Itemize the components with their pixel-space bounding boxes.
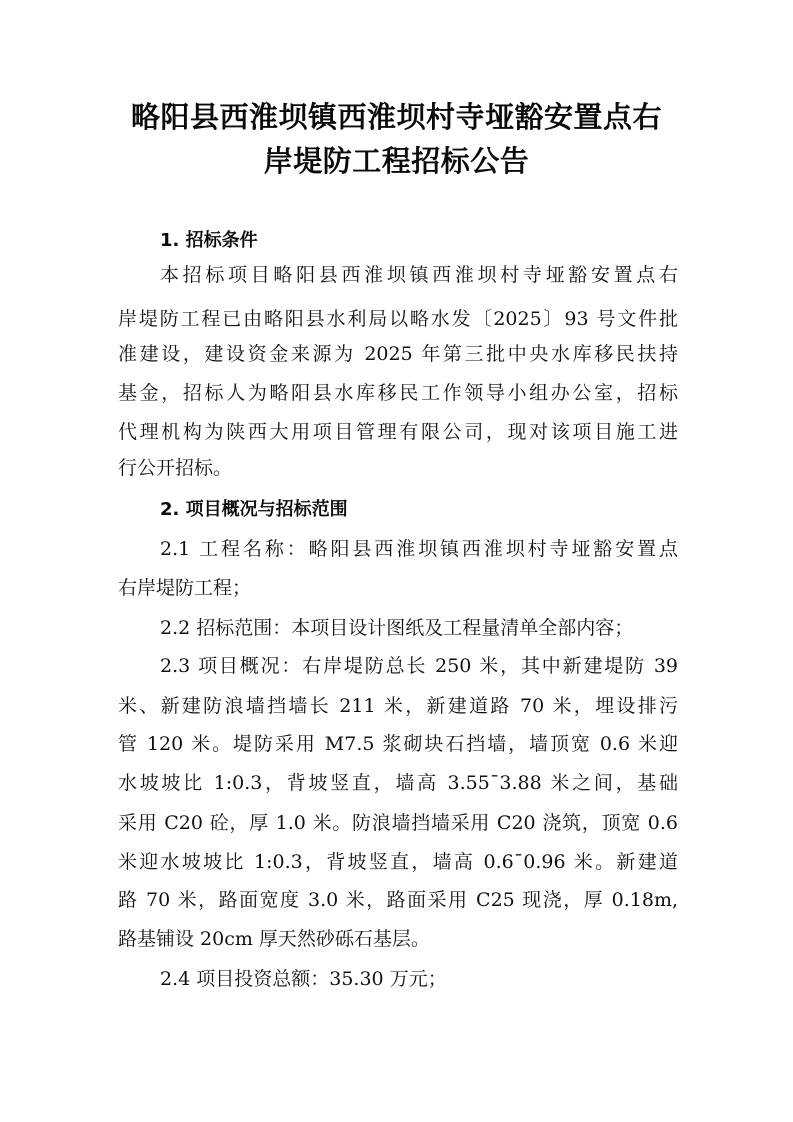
paragraph-line: 米迎水坡坡比 1:0.3，背坡竖直，墙高 0.6¯0.96 米。新建道 (118, 851, 678, 873)
paragraph-line: 2.3 项目概况：右岸堤防总长 250 米，其中新建堤防 39 (160, 655, 678, 677)
paragraph-line: 路基铺设 20cm 厚天然砂砾石基层。 (118, 928, 430, 950)
paragraph-line: 水坡坡比 1:0.3，背坡竖直，墙高 3.55¯3.88 米之间，基础 (118, 772, 678, 794)
paragraph-line: 2.4 项目投资总额：35.30 万元； (160, 968, 447, 990)
section-2-heading: 2. 项目概况与招标范围 (160, 499, 348, 520)
paragraph-line: 行公开招标。 (118, 457, 233, 479)
paragraph-line: 管 120 米。堤防采用 M7.5 浆砌块石挡墙，墙顶宽 0.6 米迎 (118, 733, 678, 755)
section-1-heading: 1. 招标条件 (160, 230, 258, 251)
paragraph-line: 右岸堤防工程； (118, 577, 252, 599)
paragraph-line: 基金，招标人为略阳县水库移民工作领导小组办公室，招标 (118, 382, 678, 404)
paragraph-line: 准建设，建设资金来源为 2025 年第三批中央水库移民扶持 (118, 343, 678, 365)
paragraph-line: 岸堤防工程已由略阳县水利局以略水发〔2025〕93 号文件批 (118, 308, 678, 330)
paragraph-line: 代理机构为陕西大用项目管理有限公司，现对该项目施工进 (118, 421, 678, 443)
paragraph-line: 采用 C20 砼，厚 1.0 米。防浪墙挡墙采用 C20 浇筑，顶宽 0.6 (118, 812, 678, 834)
paragraph-line: 2.2 招标范围：本项目设计图纸及工程量清单全部内容； (160, 617, 634, 639)
paragraph-line: 本招标项目略阳县西淮坝镇西淮坝村寺垭豁安置点右 (160, 264, 678, 286)
paragraph-line: 米、新建防浪墙挡墙长 211 米，新建道路 70 米，埋设排污 (118, 695, 678, 717)
document-title-line-1: 略阳县西淮坝镇西淮坝村寺垭豁安置点右 (130, 100, 662, 134)
paragraph-line: 路 70 米，路面宽度 3.0 米，路面采用 C25 现浇，厚 0.18m, (118, 889, 678, 911)
document-title-line-2: 岸堤防工程招标公告 (263, 144, 530, 178)
paragraph-line: 2.1 工程名称：略阳县西淮坝镇西淮坝村寺垭豁安置点 (160, 538, 678, 560)
